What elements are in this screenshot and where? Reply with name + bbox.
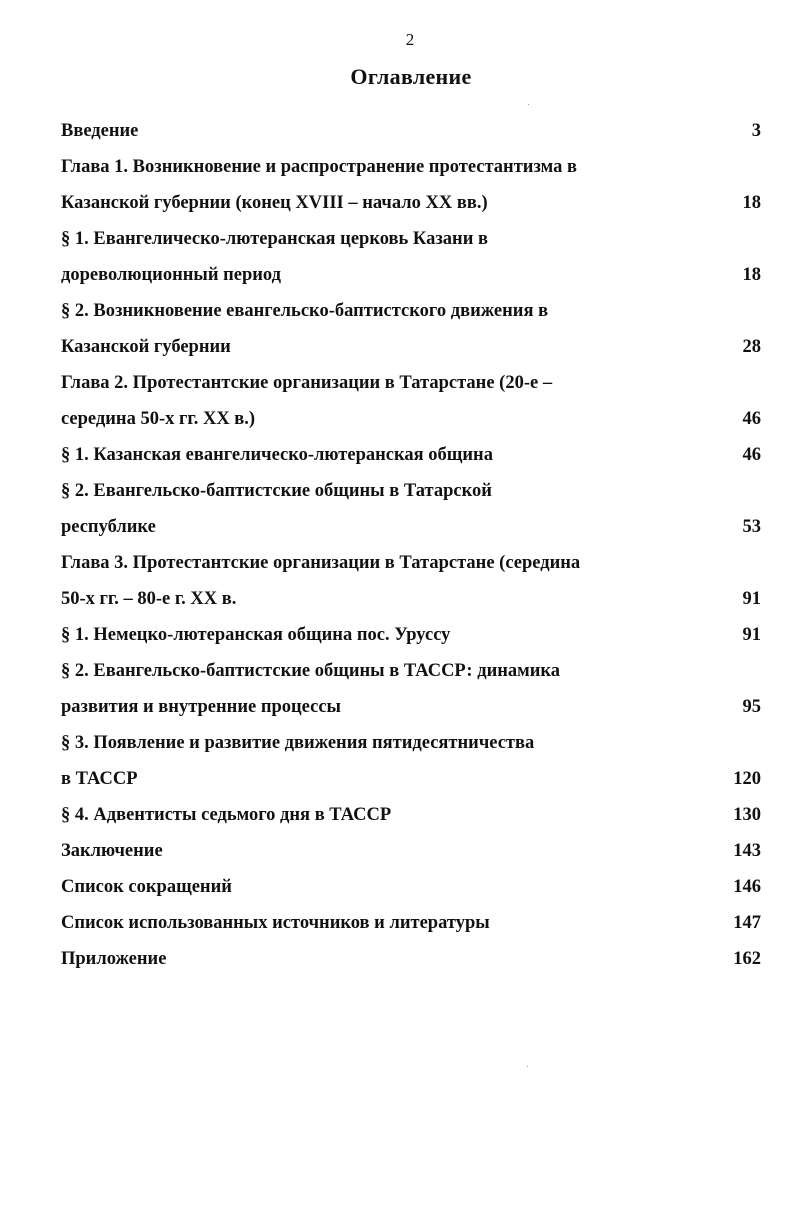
toc-entry-text: Список сокращений [61,877,232,897]
toc-entry [61,509,761,545]
toc-entry-page-number: 91 [742,589,761,609]
toc-entry-page-number: 120 [733,769,761,789]
toc-entry [61,185,761,221]
toc-entry-text: Глава 2. Протестантские организации в Татарстане (20-е – [61,373,553,393]
toc-entry-page-number: 162 [733,949,761,969]
toc-entry [61,905,761,941]
toc-entry [61,689,761,725]
table-of-contents [61,113,761,977]
toc-entry [61,725,761,761]
toc-entry-page-number: 18 [742,193,761,213]
toc-entry [61,941,761,977]
page-number: 2 [405,30,415,49]
toc-entry-page-number: 95 [742,697,761,717]
toc-entry [61,113,761,149]
toc-entry [61,257,761,293]
toc-entry [61,797,761,833]
toc-entry-page-number: 53 [742,517,761,537]
toc-entry-text: Заключение [61,841,163,861]
toc-entry [61,545,761,581]
toc-entry [61,293,761,329]
toc-entry-page-number: 130 [733,805,761,825]
toc-entry-text: § 1. Казанская евангелическо-лютеранская община [61,445,493,465]
toc-entry-page-number: 91 [742,625,761,645]
toc-entry-text: § 2. Возникновение евангельско-баптистского движения в [61,301,549,321]
toc-entry-text: § 4. Адвентисты седьмого дня в ТАССР [61,805,392,825]
toc-entry-text: § 1. Евангелическо-лютеранская церковь Казани в [61,229,488,249]
toc-entry-text: Казанской губернии (конец XVIII – начало XX вв.) [61,193,488,213]
toc-entry [61,653,761,689]
toc-entry [61,473,761,509]
toc-entry-text: Приложение [61,949,167,969]
toc-entry-text: развития и внутренние процессы [61,697,341,717]
toc-entry [61,833,761,869]
toc-entry [61,365,761,401]
toc-entry [61,221,761,257]
toc-entry [61,869,761,905]
toc-entry [61,761,761,797]
toc-entry-page-number: 18 [742,265,761,285]
toc-entry-text: 50-х гг. – 80-е г. XX в. [61,589,237,609]
toc-entry-text: § 2. Евангельско-баптистские общины в ТАССР: динамика [61,661,561,681]
toc-entry-page-number: 147 [733,913,761,933]
toc-entry-text: Список использованных источников и литературы [61,913,490,933]
toc-entry [61,617,761,653]
toc-entry-text: дореволюционный период [61,265,282,285]
toc-entry-text: республике [61,517,156,537]
toc-entry-text: Казанской губернии [61,337,231,357]
toc-entry-page-number: 46 [742,445,761,465]
toc-entry [61,437,761,473]
toc-entry-text: § 1. Немецко-лютеранская община пос. Уруссу [61,625,451,645]
toc-entry-page-number: 3 [751,121,761,141]
toc-entry [61,581,761,617]
toc-entry-page-number: 146 [733,877,761,897]
toc-entry-text: Глава 1. Возникновение и распространение протестантизма в [61,157,577,177]
toc-entry-text: середина 50-х гг. XX в.) [61,409,256,429]
toc-entry [61,401,761,437]
toc-entry-text: § 3. Появление и развитие движения пятидесятничества [61,733,535,753]
toc-entry-text: § 2. Евангельско-баптистские общины в Татарской [61,481,492,501]
page-title: Оглавление [350,64,472,89]
toc-entry [61,329,761,365]
scan-speck [527,1066,528,1067]
toc-entry [61,149,761,185]
toc-entry-page-number: 28 [742,337,761,357]
scan-speck [528,104,529,105]
toc-entry-text: Глава 3. Протестантские организации в Татарстане (середина [61,553,581,573]
toc-entry-page-number: 143 [733,841,761,861]
toc-entry-text: Введение [61,121,139,141]
toc-entry-page-number: 46 [742,409,761,429]
toc-entry-text: в ТАССР [61,769,138,789]
